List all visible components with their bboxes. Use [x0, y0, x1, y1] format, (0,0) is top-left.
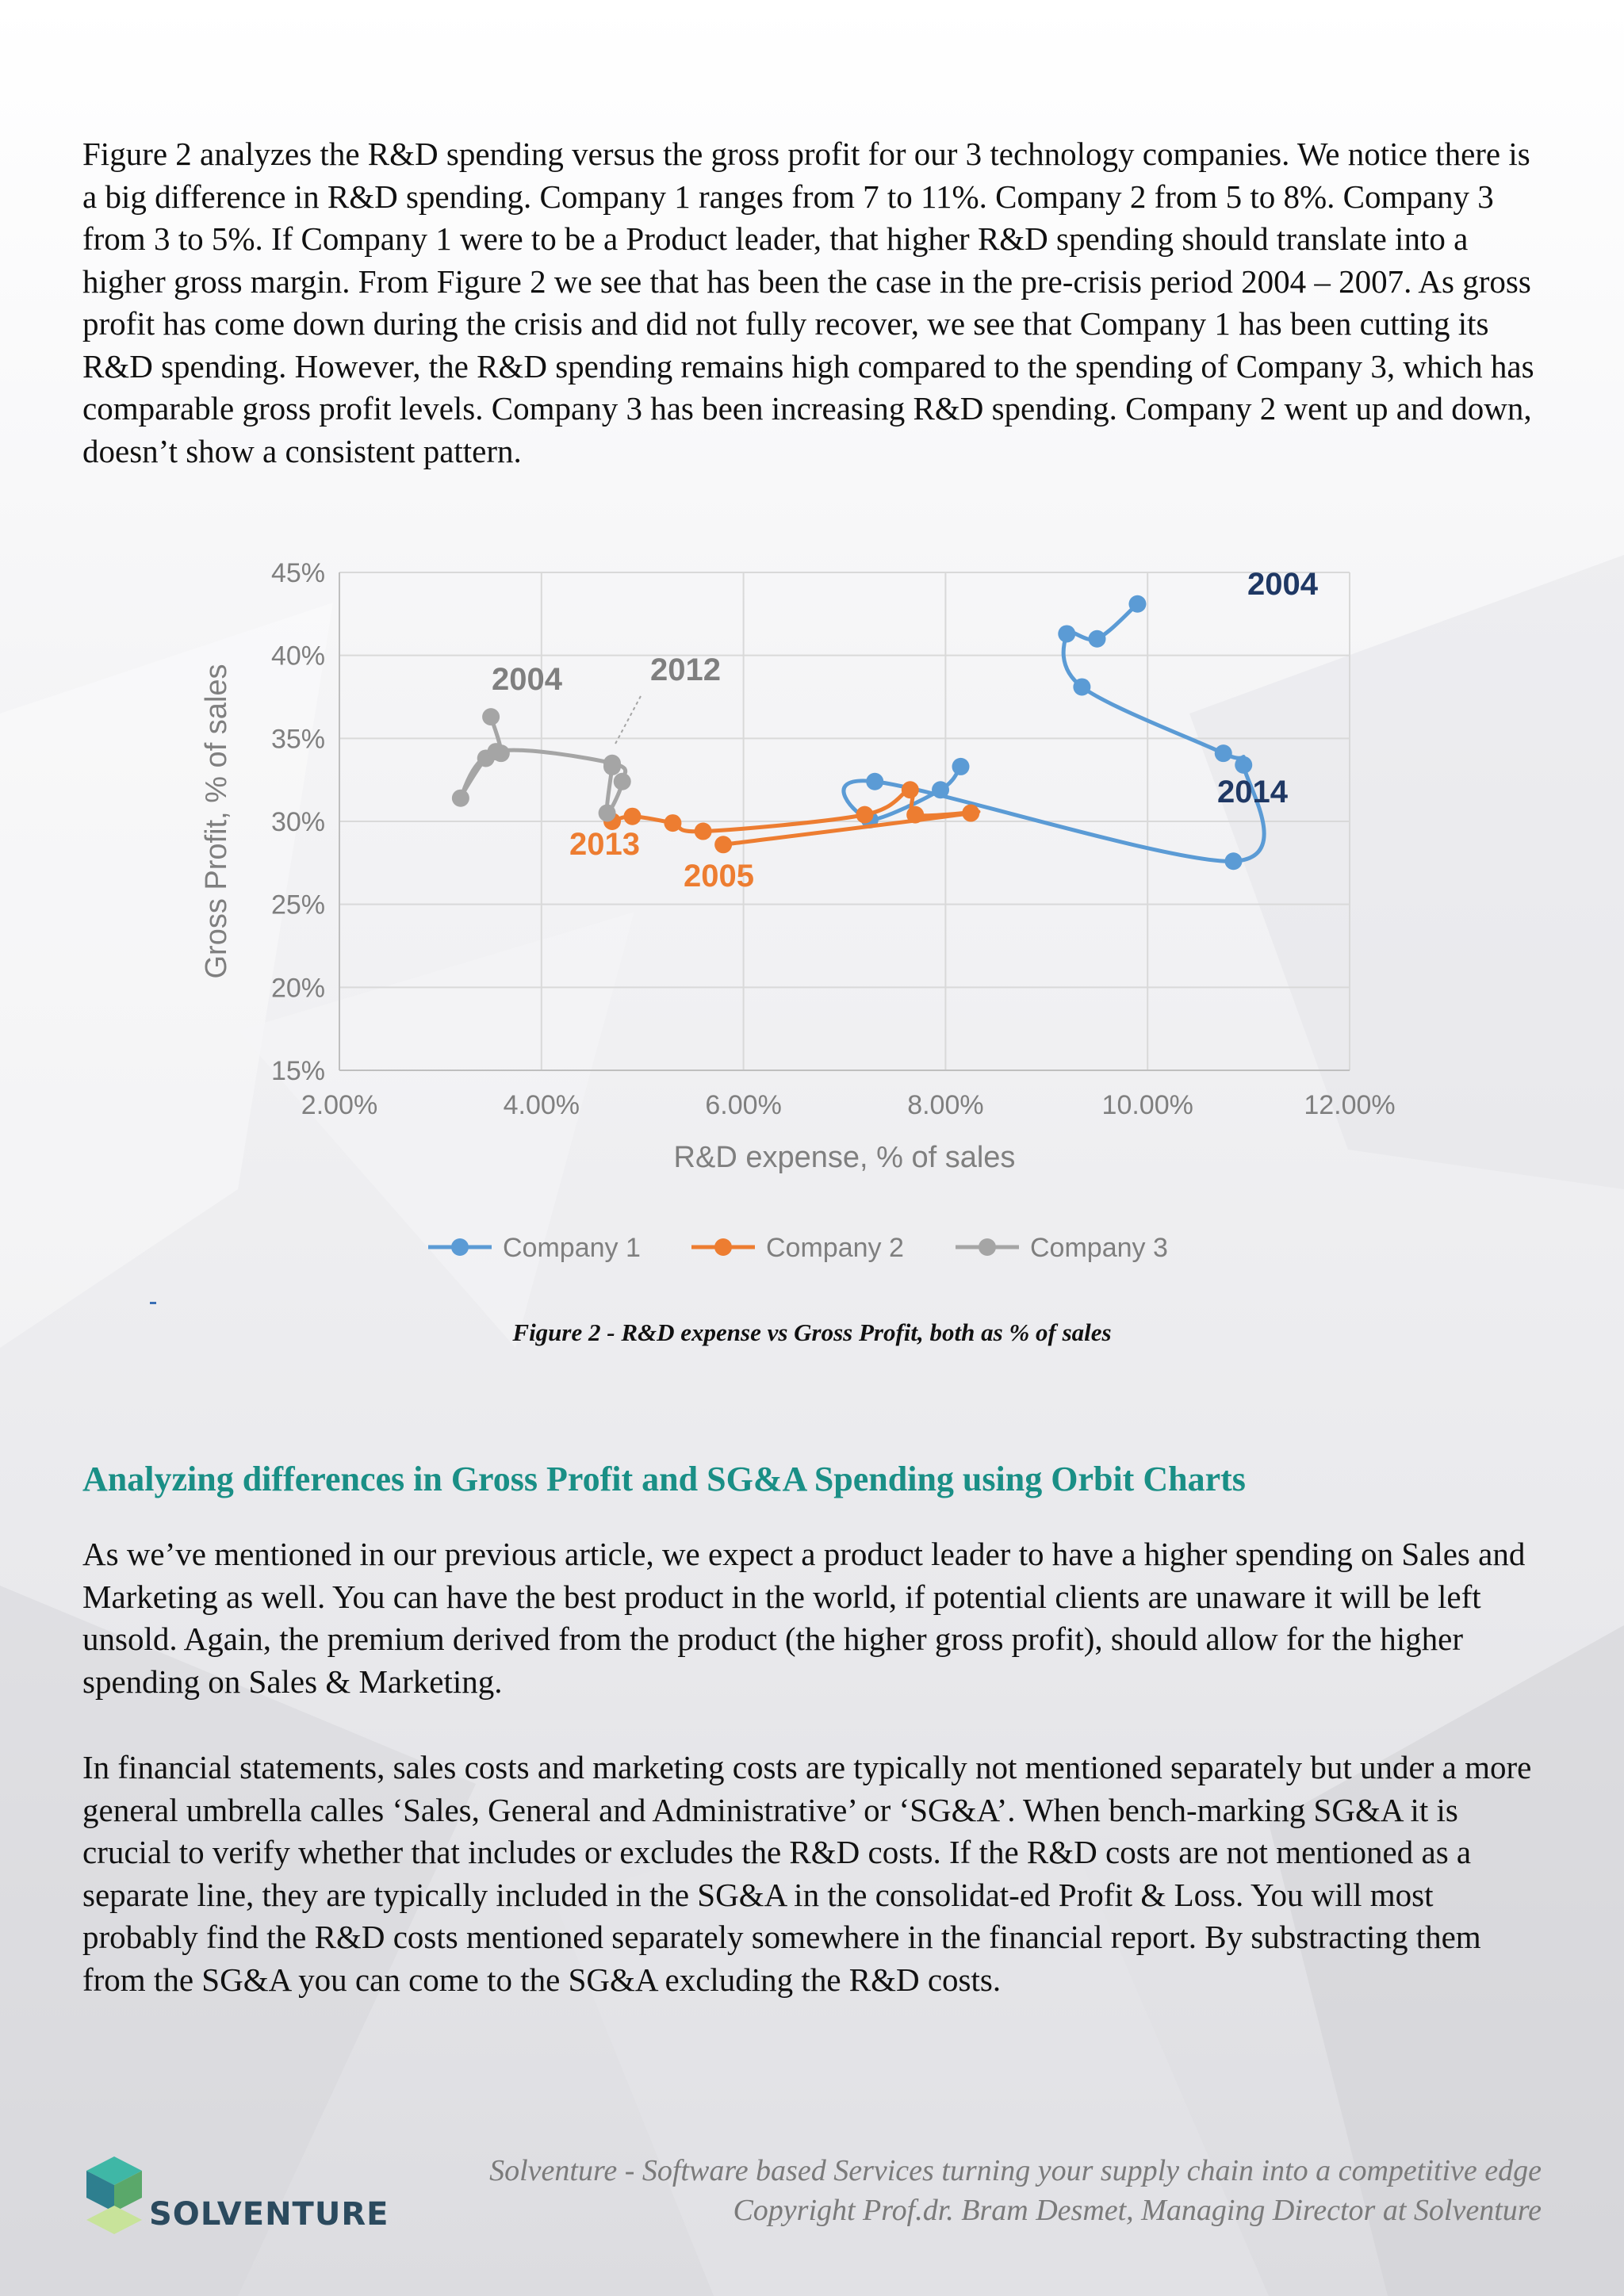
company-1-point — [866, 773, 883, 790]
company-1-point — [1089, 630, 1106, 648]
company-2-point — [664, 814, 681, 832]
company-1-point — [1128, 595, 1146, 613]
company-3-point — [603, 758, 621, 775]
x-tick-label: 10.00% — [1101, 1090, 1193, 1120]
y-tick-label: 15% — [270, 1056, 325, 1086]
y-tick-label: 35% — [270, 724, 325, 755]
chart-axes — [200, 558, 1396, 1174]
company-1-point — [1058, 625, 1075, 642]
legend-label: Company 3 — [1030, 1233, 1168, 1263]
body-paragraph-1: As we’ve mentioned in our previous article, we expect a product leader to have a higher spending on Sales and Marketing as well. You can have the best product in the world, if potential clients are unaware it will be left unsold. Again, the premium derived from the product (the higher gross profit), should allow for the higher spending on Sales & Marketing. — [82, 1536, 1526, 1700]
chart-annotations — [492, 567, 1319, 894]
y-tick-label: 45% — [270, 558, 325, 588]
company-1-point — [1235, 756, 1252, 774]
company-1-point — [1224, 852, 1242, 870]
footer-copyright: Copyright Prof.dr. Bram Desmet, Managing Director at Solventure — [733, 2194, 1542, 2227]
company-2-point — [856, 806, 873, 824]
company-1-point — [1073, 678, 1090, 695]
annotation-label: 2004 — [1247, 567, 1318, 602]
company-2-point — [902, 781, 919, 798]
annotation-label: 2014 — [1217, 775, 1288, 809]
company-1-point — [952, 758, 970, 775]
legend-label: Company 2 — [766, 1233, 904, 1263]
y-axis-label: Gross Profit, % of sales — [200, 664, 233, 979]
company-3-point — [452, 790, 469, 807]
annotation-label: 2013 — [569, 827, 640, 862]
y-tick-label: 25% — [270, 890, 325, 920]
x-axis-label: R&D expense, % of sales — [673, 1141, 1016, 1174]
company-3-point — [614, 773, 631, 790]
company-2-point — [695, 823, 712, 840]
y-tick-label: 20% — [270, 973, 325, 1004]
chart-grid — [339, 572, 1350, 1070]
company-3-point — [487, 743, 504, 760]
x-tick-label: 4.00% — [503, 1090, 580, 1120]
body-paragraph-2: In financial statements, sales costs and marketing costs are typically not mentioned separately but under a more general umbrella calles ‘Sales, General and Administrative’ or ‘SG&A’. When bench-marking SG&A it is crucial to verify whether that includes or excludes the R&D costs. If the R&D costs are not mentioned as a separate line, they are typically included in the SG&A in the consolidat-ed Profit & Loss. You will most probably find the R&D costs mentioned separately somewhere in the financial report. By substracting them from the SG&A you can come to the SG&A excluding the R&D costs. — [82, 1749, 1532, 1998]
annotation-label: 2004 — [492, 662, 562, 697]
section-heading: Analyzing differences in Gross Profit and SG&A Spending using Orbit Charts — [82, 1460, 1246, 1498]
company-3-point — [599, 805, 616, 822]
annotation-label: 2005 — [684, 859, 754, 894]
legend-marker — [451, 1238, 469, 1256]
x-tick-label: 8.00% — [907, 1090, 984, 1120]
y-tick-label: 40% — [270, 641, 325, 672]
company-2-point — [906, 806, 924, 824]
company-2-point — [962, 805, 979, 822]
legend-marker — [979, 1238, 996, 1256]
solventure-logo-icon — [82, 2156, 146, 2236]
footer-tagline: Solventure - Software based Services turning your supply chain into a competitive edge — [489, 2154, 1542, 2187]
company-1-point — [932, 781, 949, 798]
company-3-point — [482, 708, 500, 725]
legend-label: Company 1 — [503, 1233, 641, 1263]
stray-mark — [150, 1302, 156, 1304]
company-1-point — [1215, 744, 1232, 762]
x-tick-label: 12.00% — [1304, 1090, 1396, 1120]
x-tick-label: 6.00% — [705, 1090, 782, 1120]
figure-caption: Figure 2 - R&D expense vs Gross Profit, both as % of sales — [512, 1318, 1112, 1346]
y-tick-label: 30% — [270, 807, 325, 837]
chart-legend — [428, 1233, 1168, 1263]
orbit-chart — [190, 547, 1411, 1284]
intro-paragraph: Figure 2 analyzes the R&D spending versus the gross profit for our 3 technology companies. We notice there is a big difference in R&D spending. Company 1 ranges from 7 to 11%. Company 2 from 5 to 8%. Company 3 from 3 to 5%. If Company 1 were to be a Product leader, that higher R&D spending should translate into a higher gross margin. From Figure 2 we see that has been the case in the pre-crisis period 2004 – 2007. As gross profit has come down during the crisis and did not fully recover, we see that Company 1 has been cutting its R&D spending. However, the R&D spending remains high compared to the spending of Company 3, which has comparable gross profit levels. Company 3 has been increasing R&D spending. Company 2 went up and down, doesn’t show a consistent pattern. — [82, 136, 1534, 469]
company-2-point — [623, 808, 641, 825]
company-2-point — [714, 836, 732, 853]
legend-marker — [714, 1238, 732, 1256]
logo-wordmark: SOLVENTURE — [149, 2196, 389, 2233]
annotation-label: 2012 — [650, 652, 721, 687]
x-tick-label: 2.00% — [301, 1090, 378, 1120]
